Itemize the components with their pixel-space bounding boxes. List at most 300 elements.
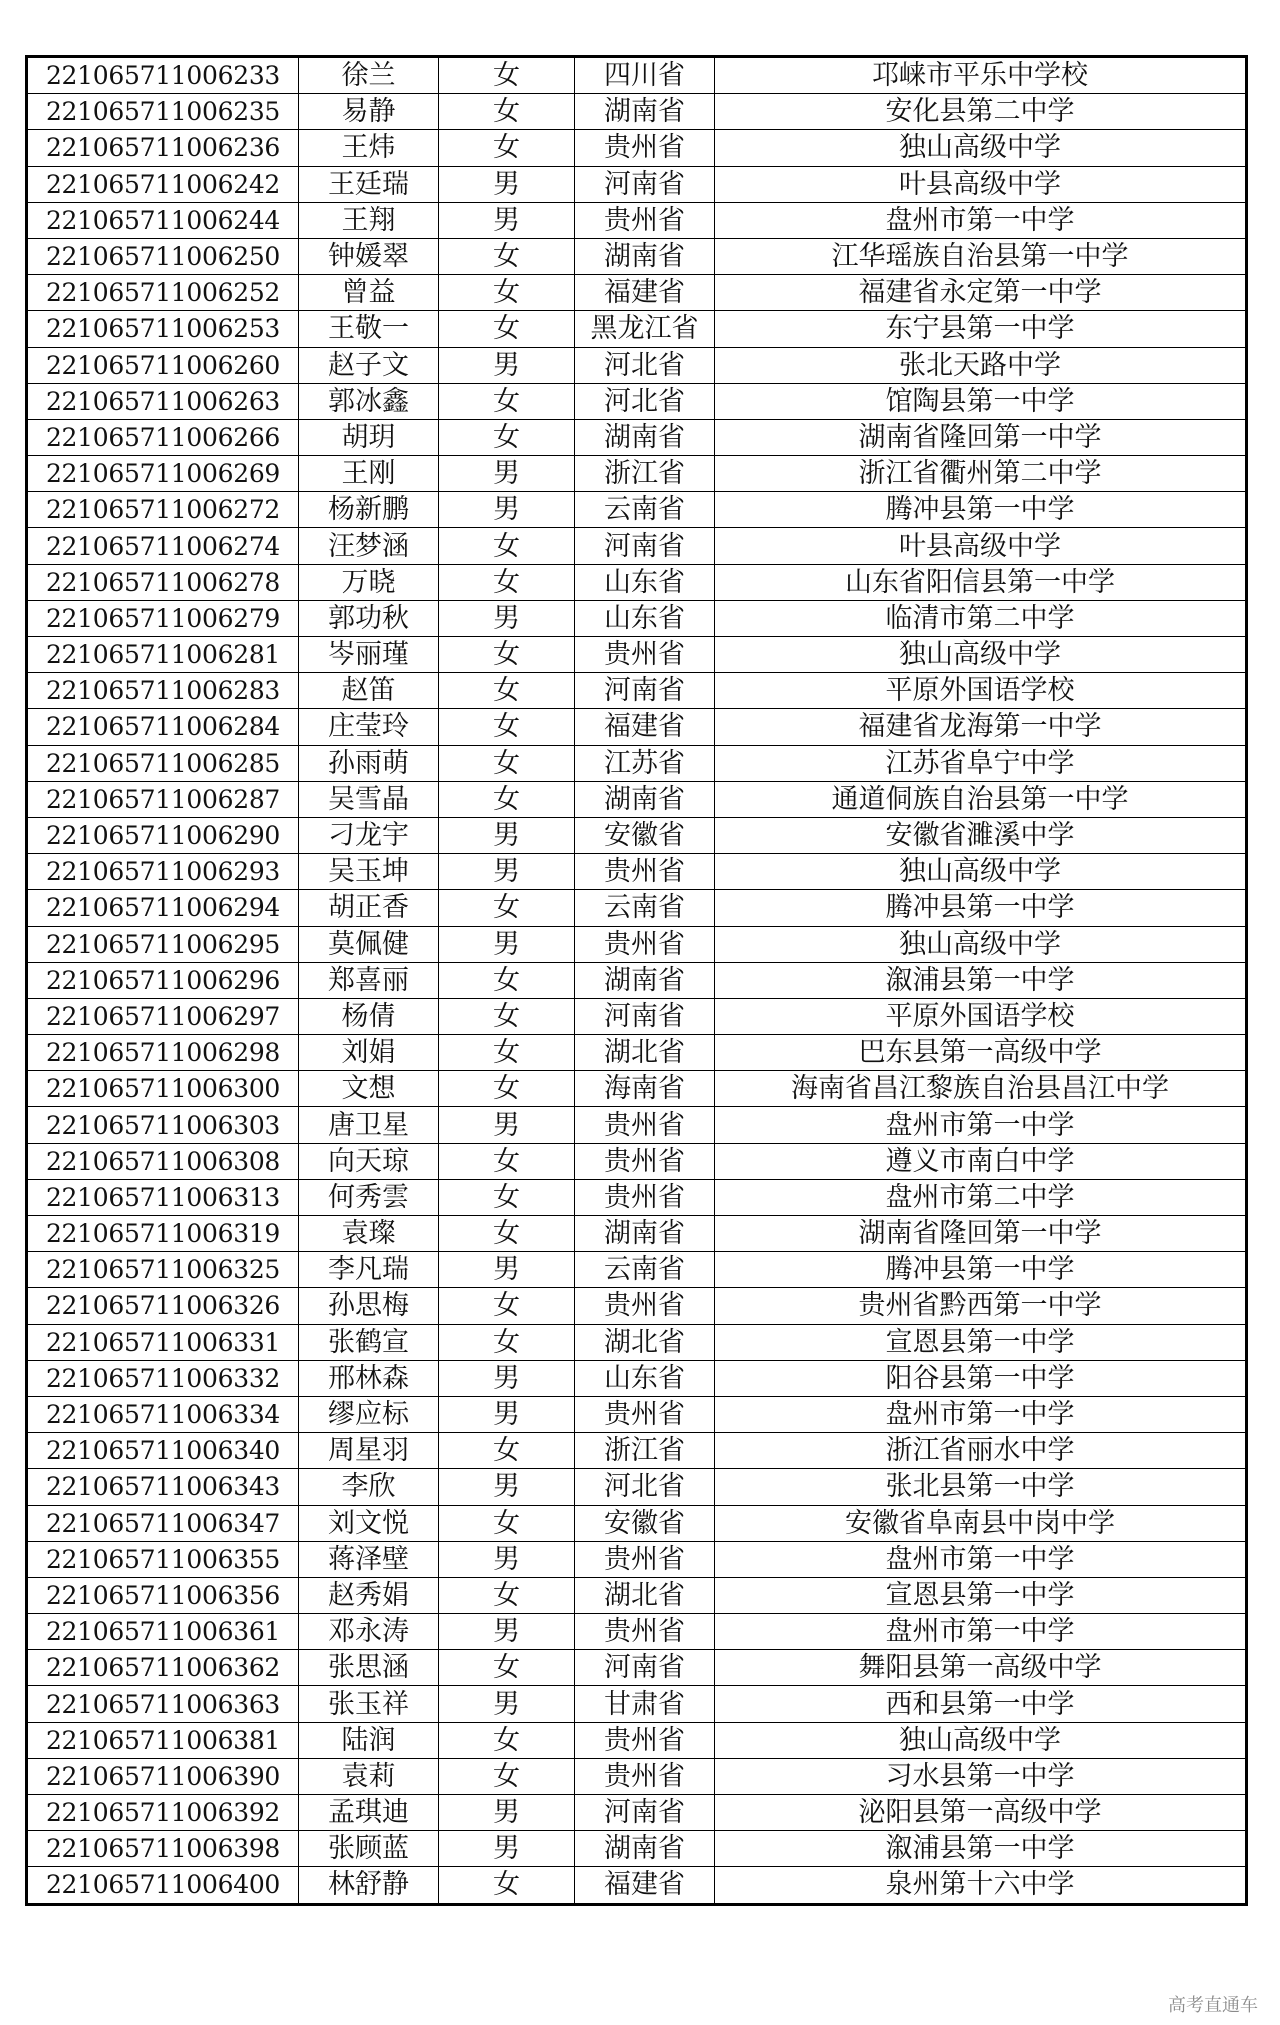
gender-cell: 女 bbox=[439, 1758, 575, 1794]
name-cell: 蒋泽壁 bbox=[299, 1541, 439, 1577]
name-cell: 袁莉 bbox=[299, 1758, 439, 1794]
name-cell: 郭冰鑫 bbox=[299, 383, 439, 419]
school-cell: 舞阳县第一高级中学 bbox=[715, 1650, 1247, 1686]
candidate-id-cell: 221065711006392 bbox=[27, 1795, 299, 1831]
school-cell: 独山高级中学 bbox=[715, 854, 1247, 890]
gender-cell: 男 bbox=[439, 1686, 575, 1722]
school-cell: 腾冲县第一中学 bbox=[715, 890, 1247, 926]
name-cell: 邢林森 bbox=[299, 1360, 439, 1396]
table-row bbox=[27, 275, 1247, 311]
province-cell: 河北省 bbox=[575, 347, 715, 383]
province-cell: 四川省 bbox=[575, 57, 715, 94]
table-row bbox=[27, 1396, 1247, 1432]
school-cell: 安徽省濉溪中学 bbox=[715, 817, 1247, 853]
province-cell: 浙江省 bbox=[575, 456, 715, 492]
gender-cell: 女 bbox=[439, 383, 575, 419]
gender-cell: 女 bbox=[439, 890, 575, 926]
candidate-id-cell: 221065711006362 bbox=[27, 1650, 299, 1686]
school-cell: 盘州市第一中学 bbox=[715, 1396, 1247, 1432]
gender-cell: 女 bbox=[439, 1433, 575, 1469]
candidate-id-cell: 221065711006281 bbox=[27, 637, 299, 673]
table-row bbox=[27, 1143, 1247, 1179]
table-row bbox=[27, 166, 1247, 202]
candidate-id-cell: 221065711006260 bbox=[27, 347, 299, 383]
province-cell: 贵州省 bbox=[575, 1396, 715, 1432]
province-cell: 贵州省 bbox=[575, 1179, 715, 1215]
province-cell: 河北省 bbox=[575, 1469, 715, 1505]
school-cell: 习水县第一中学 bbox=[715, 1758, 1247, 1794]
province-cell: 河南省 bbox=[575, 1650, 715, 1686]
table-row bbox=[27, 1650, 1247, 1686]
name-cell: 郑喜丽 bbox=[299, 962, 439, 998]
name-cell: 孙雨萌 bbox=[299, 745, 439, 781]
table-row bbox=[27, 383, 1247, 419]
name-cell: 周星羽 bbox=[299, 1433, 439, 1469]
table-row bbox=[27, 311, 1247, 347]
candidate-id-cell: 221065711006263 bbox=[27, 383, 299, 419]
name-cell: 王敬一 bbox=[299, 311, 439, 347]
province-cell: 贵州省 bbox=[575, 854, 715, 890]
table-row bbox=[27, 1252, 1247, 1288]
school-cell: 阳谷县第一中学 bbox=[715, 1360, 1247, 1396]
table-row bbox=[27, 238, 1247, 274]
table-row bbox=[27, 1071, 1247, 1107]
gender-cell: 女 bbox=[439, 1577, 575, 1613]
table-row bbox=[27, 926, 1247, 962]
school-cell: 盘州市第一中学 bbox=[715, 1107, 1247, 1143]
table-row bbox=[27, 1179, 1247, 1215]
gender-cell: 男 bbox=[439, 817, 575, 853]
province-cell: 湖南省 bbox=[575, 962, 715, 998]
table-row bbox=[27, 1722, 1247, 1758]
province-cell: 河南省 bbox=[575, 673, 715, 709]
province-cell: 湖北省 bbox=[575, 1035, 715, 1071]
candidate-id-cell: 221065711006361 bbox=[27, 1614, 299, 1650]
province-cell: 贵州省 bbox=[575, 637, 715, 673]
name-cell: 吴玉坤 bbox=[299, 854, 439, 890]
name-cell: 唐卫星 bbox=[299, 1107, 439, 1143]
gender-cell: 男 bbox=[439, 202, 575, 238]
gender-cell: 女 bbox=[439, 1143, 575, 1179]
province-cell: 福建省 bbox=[575, 1867, 715, 1904]
gender-cell: 女 bbox=[439, 673, 575, 709]
gender-cell: 女 bbox=[439, 998, 575, 1034]
province-cell: 湖北省 bbox=[575, 1324, 715, 1360]
name-cell: 赵子文 bbox=[299, 347, 439, 383]
candidate-id-cell: 221065711006297 bbox=[27, 998, 299, 1034]
province-cell: 山东省 bbox=[575, 1360, 715, 1396]
candidate-id-cell: 221065711006363 bbox=[27, 1686, 299, 1722]
gender-cell: 女 bbox=[439, 1035, 575, 1071]
table-row bbox=[27, 854, 1247, 890]
name-cell: 徐兰 bbox=[299, 57, 439, 94]
table-row bbox=[27, 890, 1247, 926]
candidate-id-cell: 221065711006308 bbox=[27, 1143, 299, 1179]
table-row bbox=[27, 492, 1247, 528]
candidate-id-cell: 221065711006233 bbox=[27, 57, 299, 94]
table-row bbox=[27, 202, 1247, 238]
school-cell: 江华瑶族自治县第一中学 bbox=[715, 238, 1247, 274]
name-cell: 胡玥 bbox=[299, 419, 439, 455]
school-cell: 湖南省隆回第一中学 bbox=[715, 419, 1247, 455]
table-row bbox=[27, 637, 1247, 673]
table-row bbox=[27, 1686, 1247, 1722]
school-cell: 山东省阳信县第一中学 bbox=[715, 564, 1247, 600]
name-cell: 张鹤宣 bbox=[299, 1324, 439, 1360]
gender-cell: 女 bbox=[439, 311, 575, 347]
school-cell: 安徽省阜南县中岗中学 bbox=[715, 1505, 1247, 1541]
province-cell: 海南省 bbox=[575, 1071, 715, 1107]
table-row bbox=[27, 1758, 1247, 1794]
gender-cell: 女 bbox=[439, 1324, 575, 1360]
school-cell: 通道侗族自治县第一中学 bbox=[715, 781, 1247, 817]
gender-cell: 女 bbox=[439, 1179, 575, 1215]
candidate-id-cell: 221065711006235 bbox=[27, 94, 299, 130]
candidate-id-cell: 221065711006269 bbox=[27, 456, 299, 492]
gender-cell: 女 bbox=[439, 238, 575, 274]
gender-cell: 女 bbox=[439, 1722, 575, 1758]
table-row bbox=[27, 1795, 1247, 1831]
name-cell: 孙思梅 bbox=[299, 1288, 439, 1324]
name-cell: 张玉祥 bbox=[299, 1686, 439, 1722]
school-cell: 贵州省黔西第一中学 bbox=[715, 1288, 1247, 1324]
name-cell: 胡正香 bbox=[299, 890, 439, 926]
table-row bbox=[27, 1433, 1247, 1469]
candidate-id-cell: 221065711006295 bbox=[27, 926, 299, 962]
school-cell: 宣恩县第一中学 bbox=[715, 1577, 1247, 1613]
school-cell: 独山高级中学 bbox=[715, 926, 1247, 962]
name-cell: 林舒静 bbox=[299, 1867, 439, 1904]
name-cell: 钟媛翠 bbox=[299, 238, 439, 274]
name-cell: 岑丽瑾 bbox=[299, 637, 439, 673]
candidate-id-cell: 221065711006390 bbox=[27, 1758, 299, 1794]
name-cell: 王炜 bbox=[299, 130, 439, 166]
gender-cell: 女 bbox=[439, 57, 575, 94]
candidate-id-cell: 221065711006253 bbox=[27, 311, 299, 347]
province-cell: 山东省 bbox=[575, 600, 715, 636]
gender-cell: 男 bbox=[439, 456, 575, 492]
table-row bbox=[27, 1541, 1247, 1577]
gender-cell: 女 bbox=[439, 1867, 575, 1904]
table-row bbox=[27, 1469, 1247, 1505]
gender-cell: 男 bbox=[439, 166, 575, 202]
name-cell: 莫佩健 bbox=[299, 926, 439, 962]
candidate-id-cell: 221065711006356 bbox=[27, 1577, 299, 1613]
candidate-id-cell: 221065711006283 bbox=[27, 673, 299, 709]
province-cell: 云南省 bbox=[575, 492, 715, 528]
gender-cell: 女 bbox=[439, 962, 575, 998]
candidate-id-cell: 221065711006313 bbox=[27, 1179, 299, 1215]
name-cell: 杨新鹏 bbox=[299, 492, 439, 528]
table-row bbox=[27, 419, 1247, 455]
name-cell: 张思涵 bbox=[299, 1650, 439, 1686]
name-cell: 张顾蓝 bbox=[299, 1831, 439, 1867]
school-cell: 湖南省隆回第一中学 bbox=[715, 1216, 1247, 1252]
candidate-id-cell: 221065711006287 bbox=[27, 781, 299, 817]
gender-cell: 女 bbox=[439, 709, 575, 745]
gender-cell: 男 bbox=[439, 1614, 575, 1650]
table-row bbox=[27, 1360, 1247, 1396]
table-row bbox=[27, 600, 1247, 636]
school-cell: 溆浦县第一中学 bbox=[715, 1831, 1247, 1867]
gender-cell: 男 bbox=[439, 854, 575, 890]
school-cell: 张北天路中学 bbox=[715, 347, 1247, 383]
table-row bbox=[27, 1107, 1247, 1143]
school-cell: 宣恩县第一中学 bbox=[715, 1324, 1247, 1360]
table-row bbox=[27, 1288, 1247, 1324]
table-row bbox=[27, 673, 1247, 709]
school-cell: 腾冲县第一中学 bbox=[715, 1252, 1247, 1288]
candidate-id-cell: 221065711006343 bbox=[27, 1469, 299, 1505]
gender-cell: 男 bbox=[439, 1795, 575, 1831]
school-cell: 福建省永定第一中学 bbox=[715, 275, 1247, 311]
school-cell: 张北县第一中学 bbox=[715, 1469, 1247, 1505]
candidate-id-cell: 221065711006293 bbox=[27, 854, 299, 890]
name-cell: 陆润 bbox=[299, 1722, 439, 1758]
table-body bbox=[27, 57, 1247, 1905]
province-cell: 安徽省 bbox=[575, 1505, 715, 1541]
name-cell: 刘文悦 bbox=[299, 1505, 439, 1541]
table-row bbox=[27, 528, 1247, 564]
gender-cell: 女 bbox=[439, 275, 575, 311]
name-cell: 何秀雲 bbox=[299, 1179, 439, 1215]
gender-cell: 女 bbox=[439, 781, 575, 817]
gender-cell: 男 bbox=[439, 347, 575, 383]
province-cell: 湖南省 bbox=[575, 94, 715, 130]
table-row bbox=[27, 564, 1247, 600]
province-cell: 浙江省 bbox=[575, 1433, 715, 1469]
province-cell: 湖南省 bbox=[575, 238, 715, 274]
name-cell: 汪梦涵 bbox=[299, 528, 439, 564]
school-cell: 腾冲县第一中学 bbox=[715, 492, 1247, 528]
candidate-id-cell: 221065711006236 bbox=[27, 130, 299, 166]
name-cell: 缪应标 bbox=[299, 1396, 439, 1432]
candidate-id-cell: 221065711006355 bbox=[27, 1541, 299, 1577]
candidate-id-cell: 221065711006319 bbox=[27, 1216, 299, 1252]
school-cell: 西和县第一中学 bbox=[715, 1686, 1247, 1722]
school-cell: 盘州市第一中学 bbox=[715, 1541, 1247, 1577]
school-cell: 浙江省丽水中学 bbox=[715, 1433, 1247, 1469]
candidate-id-cell: 221065711006274 bbox=[27, 528, 299, 564]
candidate-id-cell: 221065711006300 bbox=[27, 1071, 299, 1107]
school-cell: 福建省龙海第一中学 bbox=[715, 709, 1247, 745]
candidate-id-cell: 221065711006331 bbox=[27, 1324, 299, 1360]
name-cell: 文想 bbox=[299, 1071, 439, 1107]
school-cell: 盘州市第二中学 bbox=[715, 1179, 1247, 1215]
table-row bbox=[27, 1867, 1247, 1904]
gender-cell: 男 bbox=[439, 600, 575, 636]
province-cell: 湖北省 bbox=[575, 1577, 715, 1613]
name-cell: 庄莹玲 bbox=[299, 709, 439, 745]
gender-cell: 女 bbox=[439, 745, 575, 781]
name-cell: 杨倩 bbox=[299, 998, 439, 1034]
candidate-id-cell: 221065711006303 bbox=[27, 1107, 299, 1143]
gender-cell: 男 bbox=[439, 1252, 575, 1288]
province-cell: 贵州省 bbox=[575, 1758, 715, 1794]
student-list-table bbox=[25, 55, 1248, 1906]
gender-cell: 女 bbox=[439, 1288, 575, 1324]
province-cell: 贵州省 bbox=[575, 202, 715, 238]
school-cell: 平原外国语学校 bbox=[715, 998, 1247, 1034]
candidate-id-cell: 221065711006278 bbox=[27, 564, 299, 600]
name-cell: 王翔 bbox=[299, 202, 439, 238]
name-cell: 刘娟 bbox=[299, 1035, 439, 1071]
candidate-id-cell: 221065711006381 bbox=[27, 1722, 299, 1758]
school-cell: 盘州市第一中学 bbox=[715, 1614, 1247, 1650]
province-cell: 湖南省 bbox=[575, 1831, 715, 1867]
province-cell: 贵州省 bbox=[575, 1722, 715, 1758]
school-cell: 遵义市南白中学 bbox=[715, 1143, 1247, 1179]
province-cell: 安徽省 bbox=[575, 817, 715, 853]
school-cell: 安化县第二中学 bbox=[715, 94, 1247, 130]
province-cell: 福建省 bbox=[575, 275, 715, 311]
table-row bbox=[27, 709, 1247, 745]
gender-cell: 女 bbox=[439, 1650, 575, 1686]
candidate-id-cell: 221065711006332 bbox=[27, 1360, 299, 1396]
name-cell: 孟琪迪 bbox=[299, 1795, 439, 1831]
candidate-id-cell: 221065711006334 bbox=[27, 1396, 299, 1432]
candidate-id-cell: 221065711006244 bbox=[27, 202, 299, 238]
table-row bbox=[27, 1216, 1247, 1252]
gender-cell: 女 bbox=[439, 419, 575, 455]
gender-cell: 女 bbox=[439, 1071, 575, 1107]
table-row bbox=[27, 1831, 1247, 1867]
table-row bbox=[27, 57, 1247, 94]
gender-cell: 女 bbox=[439, 1216, 575, 1252]
province-cell: 贵州省 bbox=[575, 130, 715, 166]
school-cell: 馆陶县第一中学 bbox=[715, 383, 1247, 419]
province-cell: 贵州省 bbox=[575, 926, 715, 962]
name-cell: 向天琼 bbox=[299, 1143, 439, 1179]
gender-cell: 女 bbox=[439, 564, 575, 600]
name-cell: 郭功秋 bbox=[299, 600, 439, 636]
candidate-id-cell: 221065711006242 bbox=[27, 166, 299, 202]
table-row bbox=[27, 745, 1247, 781]
school-cell: 江苏省阜宁中学 bbox=[715, 745, 1247, 781]
province-cell: 云南省 bbox=[575, 1252, 715, 1288]
gender-cell: 男 bbox=[439, 1541, 575, 1577]
province-cell: 湖南省 bbox=[575, 781, 715, 817]
name-cell: 王廷瑞 bbox=[299, 166, 439, 202]
gender-cell: 男 bbox=[439, 926, 575, 962]
school-cell: 平原外国语学校 bbox=[715, 673, 1247, 709]
candidate-id-cell: 221065711006400 bbox=[27, 1867, 299, 1904]
table-row bbox=[27, 94, 1247, 130]
school-cell: 邛崃市平乐中学校 bbox=[715, 57, 1247, 94]
name-cell: 赵秀娟 bbox=[299, 1577, 439, 1613]
name-cell: 王刚 bbox=[299, 456, 439, 492]
province-cell: 河南省 bbox=[575, 528, 715, 564]
name-cell: 万晓 bbox=[299, 564, 439, 600]
candidate-id-cell: 221065711006285 bbox=[27, 745, 299, 781]
school-cell: 海南省昌江黎族自治县昌江中学 bbox=[715, 1071, 1247, 1107]
school-cell: 泉州第十六中学 bbox=[715, 1867, 1247, 1904]
candidate-id-cell: 221065711006298 bbox=[27, 1035, 299, 1071]
province-cell: 黑龙江省 bbox=[575, 311, 715, 347]
school-cell: 叶县高级中学 bbox=[715, 166, 1247, 202]
province-cell: 山东省 bbox=[575, 564, 715, 600]
province-cell: 贵州省 bbox=[575, 1143, 715, 1179]
table-row bbox=[27, 1577, 1247, 1613]
table-row bbox=[27, 817, 1247, 853]
candidate-id-cell: 221065711006325 bbox=[27, 1252, 299, 1288]
candidate-id-cell: 221065711006272 bbox=[27, 492, 299, 528]
table-row bbox=[27, 456, 1247, 492]
province-cell: 贵州省 bbox=[575, 1541, 715, 1577]
table-row bbox=[27, 347, 1247, 383]
province-cell: 贵州省 bbox=[575, 1614, 715, 1650]
gender-cell: 女 bbox=[439, 94, 575, 130]
candidate-id-cell: 221065711006294 bbox=[27, 890, 299, 926]
school-cell: 独山高级中学 bbox=[715, 637, 1247, 673]
candidate-id-cell: 221065711006252 bbox=[27, 275, 299, 311]
school-cell: 临清市第二中学 bbox=[715, 600, 1247, 636]
province-cell: 河南省 bbox=[575, 998, 715, 1034]
table-row bbox=[27, 1505, 1247, 1541]
school-cell: 东宁县第一中学 bbox=[715, 311, 1247, 347]
gender-cell: 女 bbox=[439, 637, 575, 673]
name-cell: 刁龙宇 bbox=[299, 817, 439, 853]
candidate-id-cell: 221065711006326 bbox=[27, 1288, 299, 1324]
gender-cell: 男 bbox=[439, 1396, 575, 1432]
table-row bbox=[27, 1614, 1247, 1650]
province-cell: 河南省 bbox=[575, 1795, 715, 1831]
province-cell: 河北省 bbox=[575, 383, 715, 419]
candidate-id-cell: 221065711006296 bbox=[27, 962, 299, 998]
province-cell: 贵州省 bbox=[575, 1288, 715, 1324]
school-cell: 浙江省衢州第二中学 bbox=[715, 456, 1247, 492]
province-cell: 云南省 bbox=[575, 890, 715, 926]
candidate-id-cell: 221065711006340 bbox=[27, 1433, 299, 1469]
name-cell: 袁璨 bbox=[299, 1216, 439, 1252]
candidate-id-cell: 221065711006284 bbox=[27, 709, 299, 745]
name-cell: 李凡瑞 bbox=[299, 1252, 439, 1288]
candidate-id-cell: 221065711006347 bbox=[27, 1505, 299, 1541]
gender-cell: 女 bbox=[439, 130, 575, 166]
school-cell: 溆浦县第一中学 bbox=[715, 962, 1247, 998]
candidate-id-cell: 221065711006398 bbox=[27, 1831, 299, 1867]
table-row bbox=[27, 998, 1247, 1034]
province-cell: 河南省 bbox=[575, 166, 715, 202]
name-cell: 邓永涛 bbox=[299, 1614, 439, 1650]
gender-cell: 女 bbox=[439, 528, 575, 564]
table-row bbox=[27, 781, 1247, 817]
province-cell: 甘肃省 bbox=[575, 1686, 715, 1722]
candidate-id-cell: 221065711006266 bbox=[27, 419, 299, 455]
gender-cell: 男 bbox=[439, 1469, 575, 1505]
province-cell: 湖南省 bbox=[575, 1216, 715, 1252]
province-cell: 贵州省 bbox=[575, 1107, 715, 1143]
province-cell: 湖南省 bbox=[575, 419, 715, 455]
name-cell: 吴雪晶 bbox=[299, 781, 439, 817]
watermark: 高考直通车 bbox=[1168, 1995, 1258, 2016]
school-cell: 独山高级中学 bbox=[715, 1722, 1247, 1758]
table-row bbox=[27, 962, 1247, 998]
school-cell: 巴东县第一高级中学 bbox=[715, 1035, 1247, 1071]
name-cell: 曾益 bbox=[299, 275, 439, 311]
gender-cell: 男 bbox=[439, 492, 575, 528]
name-cell: 李欣 bbox=[299, 1469, 439, 1505]
gender-cell: 男 bbox=[439, 1360, 575, 1396]
province-cell: 江苏省 bbox=[575, 745, 715, 781]
table-row bbox=[27, 1324, 1247, 1360]
school-cell: 叶县高级中学 bbox=[715, 528, 1247, 564]
gender-cell: 女 bbox=[439, 1505, 575, 1541]
table-row bbox=[27, 1035, 1247, 1071]
name-cell: 赵笛 bbox=[299, 673, 439, 709]
school-cell: 独山高级中学 bbox=[715, 130, 1247, 166]
gender-cell: 男 bbox=[439, 1831, 575, 1867]
